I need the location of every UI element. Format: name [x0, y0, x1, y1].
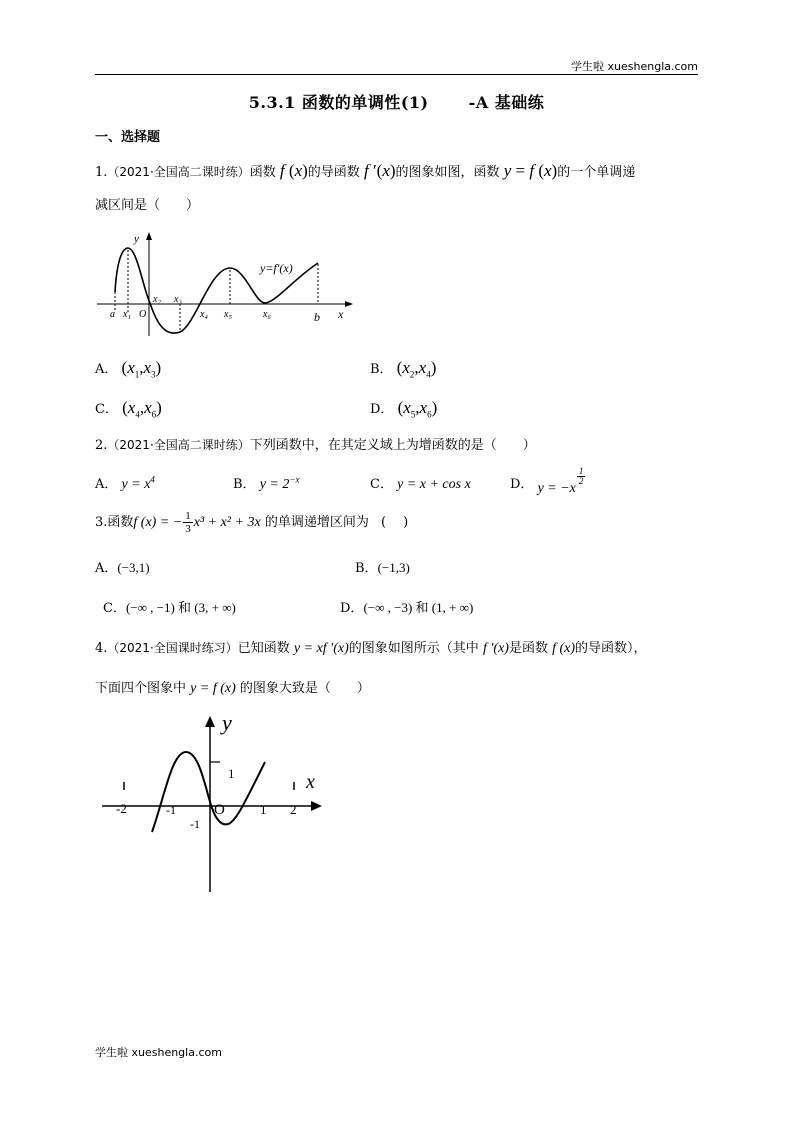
q3-option-b[interactable]: B．(−1,3): [355, 560, 410, 576]
q1-tick-x4: x₄: [200, 309, 208, 320]
q3-option-d[interactable]: D．(−∞ , −3) 和 (1, + ∞): [340, 600, 474, 616]
q4-y-label: y: [222, 710, 232, 735]
q2-option-b[interactable]: B． $y = 2^{-x}$: [233, 474, 300, 492]
q4-label-x2: 2: [290, 802, 297, 817]
q4-curve: [152, 752, 265, 832]
q4-y-arrow-icon: [205, 716, 215, 727]
q1-tick-x3: x₃: [174, 294, 182, 305]
q2-option-d[interactable]: D． y = −x $\frac{1}{2}$: [510, 466, 584, 496]
q4-source: （2021·全国课时练习）: [107, 641, 238, 655]
footer-site: 学生啦 xueshengla.com: [95, 1046, 222, 1059]
q4-text-6: 的图象大致是（ ）: [239, 681, 370, 696]
q1-y-label: y: [134, 233, 139, 245]
q4-label-xneg1: -1: [166, 803, 176, 817]
q4-expr-4: y = f (x): [190, 681, 236, 696]
q4-expr-1: y = xf ′(x): [293, 641, 349, 656]
q1-number: 1.: [95, 165, 108, 180]
q2-text: 下列函数中，在其定义域上为增函数的是（ ）: [249, 438, 536, 453]
question-4-line-1: [95, 639, 705, 658]
q1-option-d[interactable]: D． $(x_5,x_6)$: [370, 398, 438, 420]
q1-text-1: 函数: [249, 165, 276, 180]
q4-label-origin: O: [214, 802, 225, 818]
q1-tick-x5: x₅: [224, 309, 232, 320]
q1-curve-label: y=f′(x): [260, 261, 293, 275]
q4-text-5: 下面四个图象中: [95, 681, 187, 696]
question-1-line-1: [95, 162, 635, 182]
section-heading: 一、选择题: [95, 130, 161, 145]
q2-number: 2.: [95, 438, 108, 453]
q3-fraction: $\frac{1}{3}$: [185, 510, 191, 535]
q2-option-c[interactable]: C． y = x + cos x: [370, 477, 471, 492]
q1-line-2: 减区间是（ ）: [95, 198, 200, 213]
page-title: [0, 90, 793, 113]
q4-expr-3: f (x): [552, 641, 576, 656]
q3-fx: f (x) = −: [133, 515, 183, 530]
q4-label-y1: 1: [228, 766, 235, 781]
title-suffix: -A 基础练: [468, 93, 545, 112]
q4-label-xneg2: -2: [116, 801, 127, 816]
q3-option-a[interactable]: A．(−3,1): [95, 560, 150, 576]
q4-label-yneg1: -1: [190, 817, 200, 831]
q1-option-c[interactable]: C． $(x_4,x_6)$: [95, 398, 162, 420]
q1-tick-a: a: [110, 309, 115, 320]
q1-text-2: 的导函数: [307, 165, 360, 180]
q4-expr-2: f ′(x): [482, 641, 509, 656]
q1-expr-fpx: f ′(x): [363, 161, 396, 180]
question-4-line-2: [95, 680, 370, 698]
q3-option-c[interactable]: C．(−∞ , −1) 和 (3, + ∞): [103, 600, 236, 616]
q3-suffix: 的单调递增区间为: [264, 515, 369, 530]
q1-tick-b: b: [314, 310, 320, 324]
q1-source: （2021·全国高二课时练）: [107, 165, 250, 179]
q4-text-4: 的导函数），: [575, 641, 647, 656]
q1-option-b[interactable]: B． $(x_2,x_4)$: [370, 358, 437, 380]
q1-text-4: 的一个单调递: [557, 165, 636, 180]
header-rule: [95, 74, 698, 75]
q1-expr-fx: f (x): [279, 161, 308, 180]
q1-tick-x6: x₆: [263, 309, 271, 320]
q4-x-arrow-icon: [311, 801, 322, 811]
q1-x-arrow-icon: [345, 301, 353, 307]
q1-option-a[interactable]: A． $(x_1,x_3)$: [95, 358, 162, 380]
q1-derivative-graph: [95, 228, 360, 340]
title-main: 5.3.1 函数的单调性(1): [248, 93, 429, 112]
q4-label-x1: 1: [260, 802, 267, 817]
question-2: [95, 436, 536, 455]
q1-tick-x2: x₂: [153, 294, 161, 305]
q4-text-3: 是函数: [508, 641, 548, 656]
q3-prefix: 3.函数: [95, 515, 134, 530]
q4-graph: [100, 710, 330, 895]
q1-text-3: 的图象如图，函数: [395, 165, 500, 180]
question-3: [95, 510, 408, 535]
q4-text-1: 已知函数: [237, 641, 290, 656]
header-site: 学生啦 xueshengla.com: [571, 60, 698, 73]
q1-y-arrow-icon: [146, 232, 152, 240]
q2-option-a[interactable]: A． $y = x^4$: [95, 474, 155, 492]
q1-expr-y: y = f (x): [503, 161, 558, 180]
q4-number: 4.: [95, 641, 108, 656]
q2-source: （2021·全国高二课时练）: [107, 438, 250, 452]
q4-text-2: 的图象如图所示（其中: [348, 641, 479, 656]
q1-tick-x1: x₁: [123, 309, 131, 320]
q3-poly: x³ + x² + 3x: [193, 515, 261, 530]
q3-paren: ( ): [380, 515, 409, 530]
q4-x-label: x: [306, 771, 315, 793]
q1-tick-origin: O: [139, 309, 147, 320]
q1-x-label: x: [338, 307, 344, 321]
